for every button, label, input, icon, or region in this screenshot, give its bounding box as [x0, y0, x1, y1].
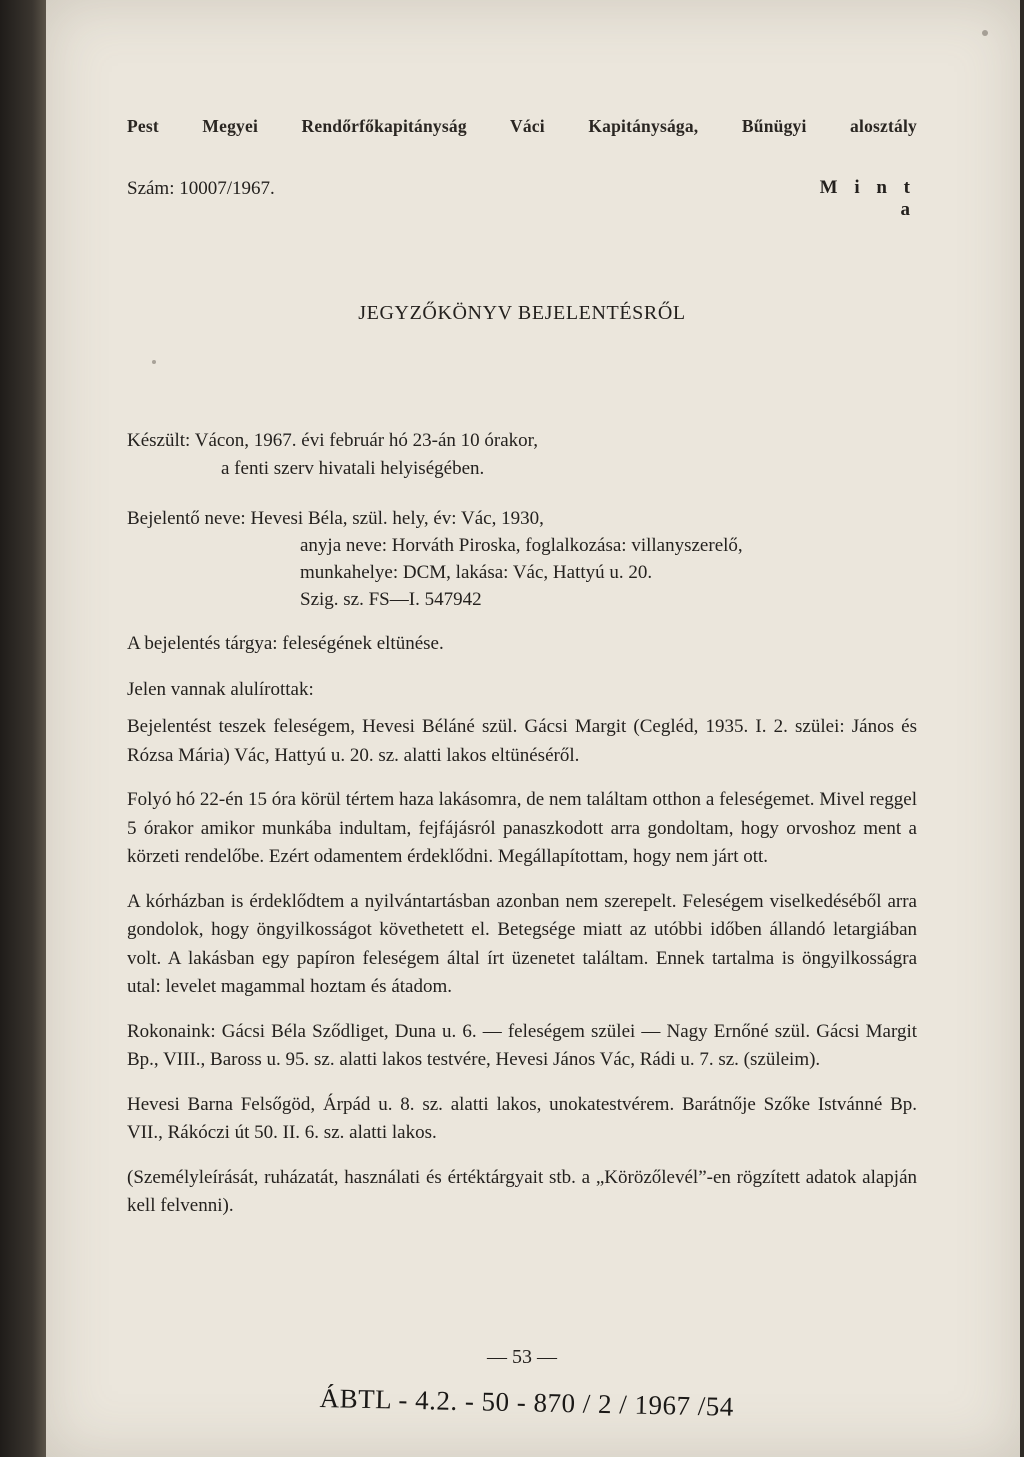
statement-paragraph: A kórházban is érdeklődtem a nyilvántartásban azonban nem szerepelt. Feleségem viselkedéséből arra gondolok, hogy öngyilkosságot követhetett el. Betegsége miatt az utóbbi időben állandó letargiában volt. A lakásban egy papíron feleségem által írt üzenetet találtam. Ennek tartalma is öngyilkosságra utal: levelet magammal hoztam és átadom. — [127, 890, 917, 997]
made-line-2: a fenti szerv hivatali helyiségében. — [221, 458, 485, 479]
instruction-note: (Személyleírását, ruházatát, használati és értéktárgyait stb. a „Körözőlevél”-en rögzített adatok alapján kell felvenni). — [127, 1166, 917, 1216]
reporter-line-1: Bejelentő neve: Hevesi Béla, szül. hely, év: Vác, 1930, — [127, 508, 544, 529]
paper-speck — [152, 360, 156, 364]
made-line-1: Készült: Vácon, 1967. évi február hó 23-án 10 órakor, — [127, 430, 538, 451]
archive-reference: ÁBTL - 4.2. - 50 - 870 / 2 / 1967 /54 — [319, 1383, 735, 1422]
statement-paragraph: Folyó hó 22-én 15 óra körül tértem haza lakásomra, de nem találtam otthon a feleségemet. Mivel reggel 5 órakor amikor munkába indultam, fejfájásról panaszkodott arra gondoltam, hogy orvoshoz ment a körzeti rendelőbe. Ezért odamentem érdeklődni. Megállapítottam, hogy nem járt ott. — [127, 789, 917, 867]
relatives-paragraph: Rokonaink: Gácsi Béla Sződliget, Duna u. 6. — feleségem szülei — Nagy Ernőné szül. Gácsi Margit Bp., VIII., Baross u. 95. sz. alatti lakos testvére, Hevesi János Vác, Rádi u. 7. sz. (szüleim). — [127, 1020, 917, 1070]
reporter-line-3: munkahelye: DCM, lakása: Vác, Hattyú u. 20. — [300, 562, 653, 583]
case-number: Szám: 10007/1967. — [127, 178, 275, 199]
issuing-organization: Pest Megyei Rendőrfőkapitányság Váci Kapitánysága, Bűnügyi alosztály — [127, 116, 917, 136]
reporter-line-2: anyja neve: Horváth Piroska, foglalkozása: villanyszerelő, — [300, 535, 743, 556]
document-title: JEGYZŐKÖNYV BEJELENTÉSRŐL — [358, 302, 686, 324]
page-number: — 53 — — [487, 1346, 557, 1368]
report-subject: A bejelentés tárgya: feleségének eltünése. — [127, 633, 444, 654]
paper-speck — [982, 30, 988, 36]
reporter-line-4: Szig. sz. FS—I. 547942 — [300, 589, 482, 610]
relatives-paragraph: Hevesi Barna Felsőgöd, Árpád u. 8. sz. alatti lakos, unokatestvérem. Barátnője Szőke Istvánné Bp. VII., Rákóczi út 50. II. 6. sz. alatti lakos. — [127, 1093, 917, 1143]
statement-body — [127, 713, 917, 1221]
sample-label: M i n t a — [819, 177, 916, 220]
scan-edge — [0, 0, 46, 1457]
statement-paragraph: Bejelentést teszek feleségem, Hevesi Béláné szül. Gácsi Margit (Cegléd, 1935. I. 2. szülei: János és Rózsa Mária) Vác, Hattyú u. 20. sz. alatti lakos eltünéséről. — [127, 716, 917, 766]
present-persons: Jelen vannak alulírottak: — [127, 679, 314, 700]
